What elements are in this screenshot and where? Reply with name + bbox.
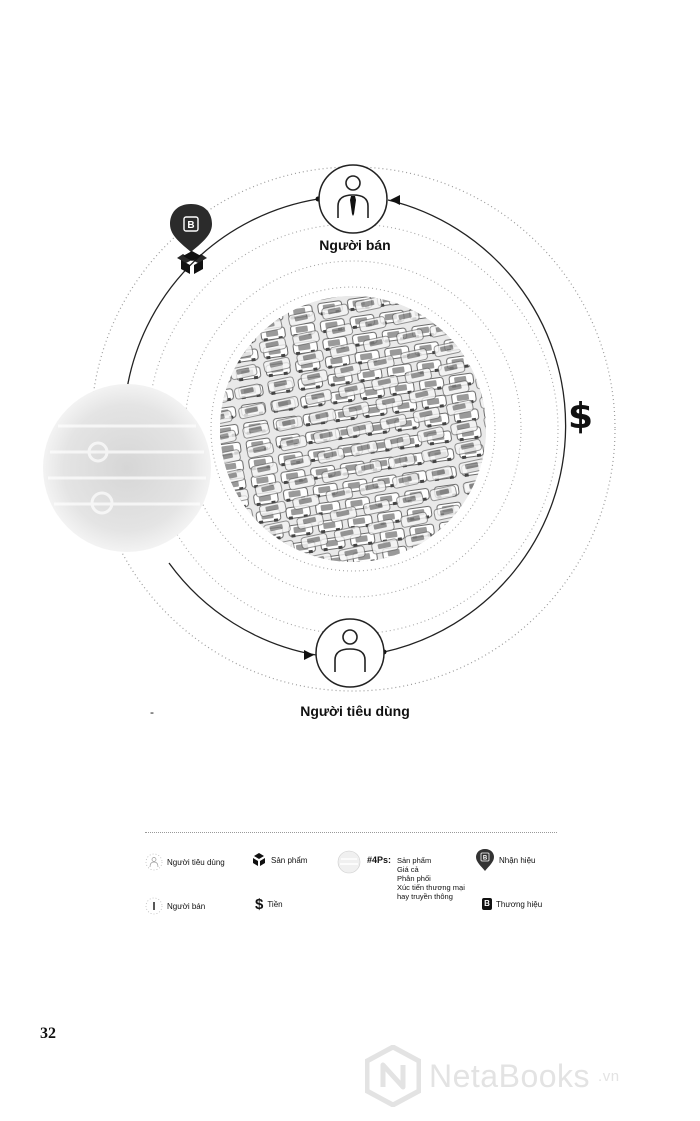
- svg-text:B: B: [482, 855, 488, 862]
- consumer-legend-icon: [145, 853, 163, 871]
- four-ps-faded-circle: [43, 384, 211, 552]
- legend-item-4ps-icon: [337, 850, 361, 874]
- watermark: [365, 1045, 620, 1107]
- brand-pin-letter: B: [187, 220, 195, 231]
- legend: [145, 832, 557, 923]
- netabooks-logo-icon: [365, 1045, 421, 1107]
- legend-seller-label: Người bán: [167, 901, 206, 911]
- legend-item-product: [251, 853, 307, 867]
- legend-item-consumer: [145, 853, 225, 871]
- product-legend-icon: [251, 853, 267, 867]
- legend-trademark-label: Thương hiệu: [496, 899, 543, 909]
- car-lot-photo: [220, 296, 486, 562]
- legend-item-brand-name: [475, 847, 535, 873]
- legend-4ps-item: hay truyền thông: [397, 892, 453, 901]
- legend-product-label: Sản phẩm: [271, 855, 308, 865]
- legend-4ps-list: [397, 856, 465, 901]
- legend-4ps-item: Giá cả: [397, 865, 419, 874]
- seller-label: Người bán: [319, 237, 391, 253]
- page-number: 32: [40, 1025, 56, 1042]
- consumer-node: [316, 619, 384, 687]
- watermark-brand: NetaBooks: [429, 1057, 591, 1094]
- legend-4ps-key: #4Ps:: [367, 855, 392, 865]
- brand-pin-icon: [170, 204, 212, 252]
- cycle-arc-left-lower: [169, 563, 316, 655]
- legend-4ps-item: Sản phẩm: [397, 856, 432, 865]
- seller-node: [319, 165, 387, 233]
- legend-item-money: [255, 896, 283, 913]
- legend-consumer-label: Người tiêu dùng: [167, 857, 225, 867]
- side-mark: -: [150, 705, 154, 719]
- arrow-head-top: [390, 195, 400, 205]
- consumer-label: Người tiêu dùng: [300, 703, 410, 719]
- legend-brand-name-label: Nhận hiệu: [499, 855, 536, 865]
- four-ps-legend-icon: [337, 850, 361, 874]
- legend-4ps-item: Xúc tiến thương mại: [397, 883, 465, 892]
- legend-item-trademark: [482, 898, 542, 910]
- legend-money-label: Tiền: [267, 900, 283, 909]
- legend-item-seller: [145, 897, 205, 915]
- watermark-suffix: .vn: [598, 1067, 620, 1085]
- legend-4ps-item: Phân phối: [397, 874, 431, 883]
- money-symbol: $: [568, 396, 594, 437]
- brand-name-legend-icon: [475, 847, 495, 873]
- trademark-legend-icon: B: [482, 898, 492, 910]
- seller-legend-icon: [145, 897, 163, 915]
- arrow-head-bottom: [304, 650, 314, 660]
- legend-money-symbol: $: [255, 896, 264, 913]
